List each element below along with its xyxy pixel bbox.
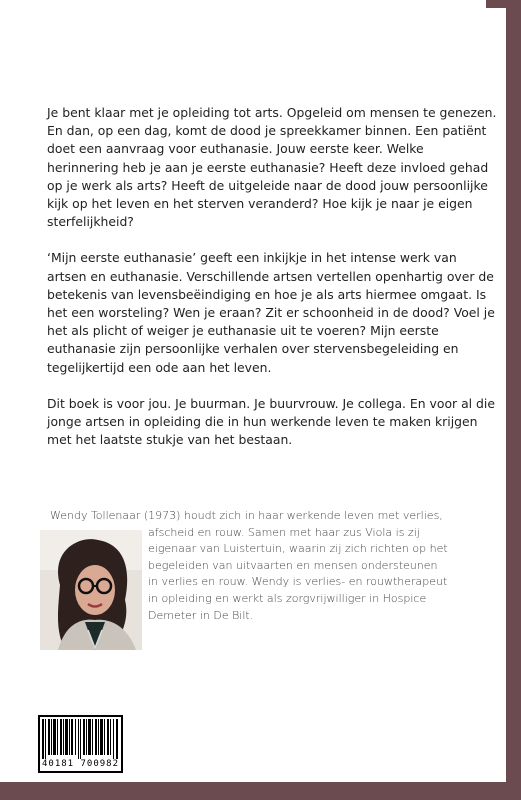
- cover-frame-bottom: [0, 782, 521, 800]
- blurb-text: [47, 104, 497, 467]
- bio-line-1: Wendy Tollenaar (1973) houdt zich in haar werkende leven met verlies,: [50, 509, 443, 522]
- cover-frame-right: [506, 0, 521, 800]
- cover-frame-top: [486, 0, 521, 8]
- blurb-paragraph-3: Dit boek is voor jou. Je buurman. Je buurvrouw. Je collega. En voor al die jonge artsen in opleiding die in hun werkende leven te maken krijgen met het laatste stukje van het bestaan.: [47, 395, 495, 448]
- author-photo: [40, 530, 142, 650]
- blurb-paragraph-2: ‘Mijn eerste euthanasie’ geeft een inkijkje in het intense werk van artsen en euthanasie. Verschillende artsen vertellen openhartig over de betekenis van levensbeëindiging en hoe je als arts hiermee omgaat. Is het een worsteling? Wen je eraan? Zit er schoonheid in de dood? Voel je het als plicht of weiger je euthanasie uit te voeren? Mijn eerste euthanasie zijn persoonlijke verhalen over stervensbegeleiding en tegelijkertijd een ode aan het leven.: [47, 250, 495, 375]
- blurb-paragraph-1: Je bent klaar met je opleiding tot arts. Opgeleid om mensen te genezen. En dan, op een dag, komt de dood je spreekkamer binnen. Een patiënt doet een aanvraag voor euthanasie. Jouw eerste keer. Welke herinnering heb je aan je eerste euthanasie? Heeft deze invloed gehad op je werk als arts? Heeft de uitgeleide naar de dood jouw persoonlijke kijk op het leven en het sterven veranderd? Hoe kijk je naar je eigen sterfelijkheid?: [47, 105, 497, 230]
- bio-line-7: Demeter in De Bilt.: [148, 608, 254, 622]
- barcode-number: 40181 700982: [41, 759, 120, 769]
- barcode: [38, 715, 123, 773]
- author-portrait-icon: [40, 530, 142, 650]
- barcode-bars-icon: [40, 719, 121, 761]
- bio-line-6: in opleiding en werkt als zorgvrijwilliger in Hospice: [148, 591, 427, 605]
- bio-line-4: begeleiden van uitvaarten en mensen ondersteunen: [148, 558, 438, 572]
- bio-line-2: afscheid en rouw. Samen met haar zus Viola is zij: [148, 525, 420, 539]
- bio-line-3: eigenaar van Luistertuin, waarin zij zich richten op het: [148, 542, 448, 556]
- bio-line-5: in verlies en rouw. Wendy is verlies- en rouwtherapeut: [148, 575, 448, 589]
